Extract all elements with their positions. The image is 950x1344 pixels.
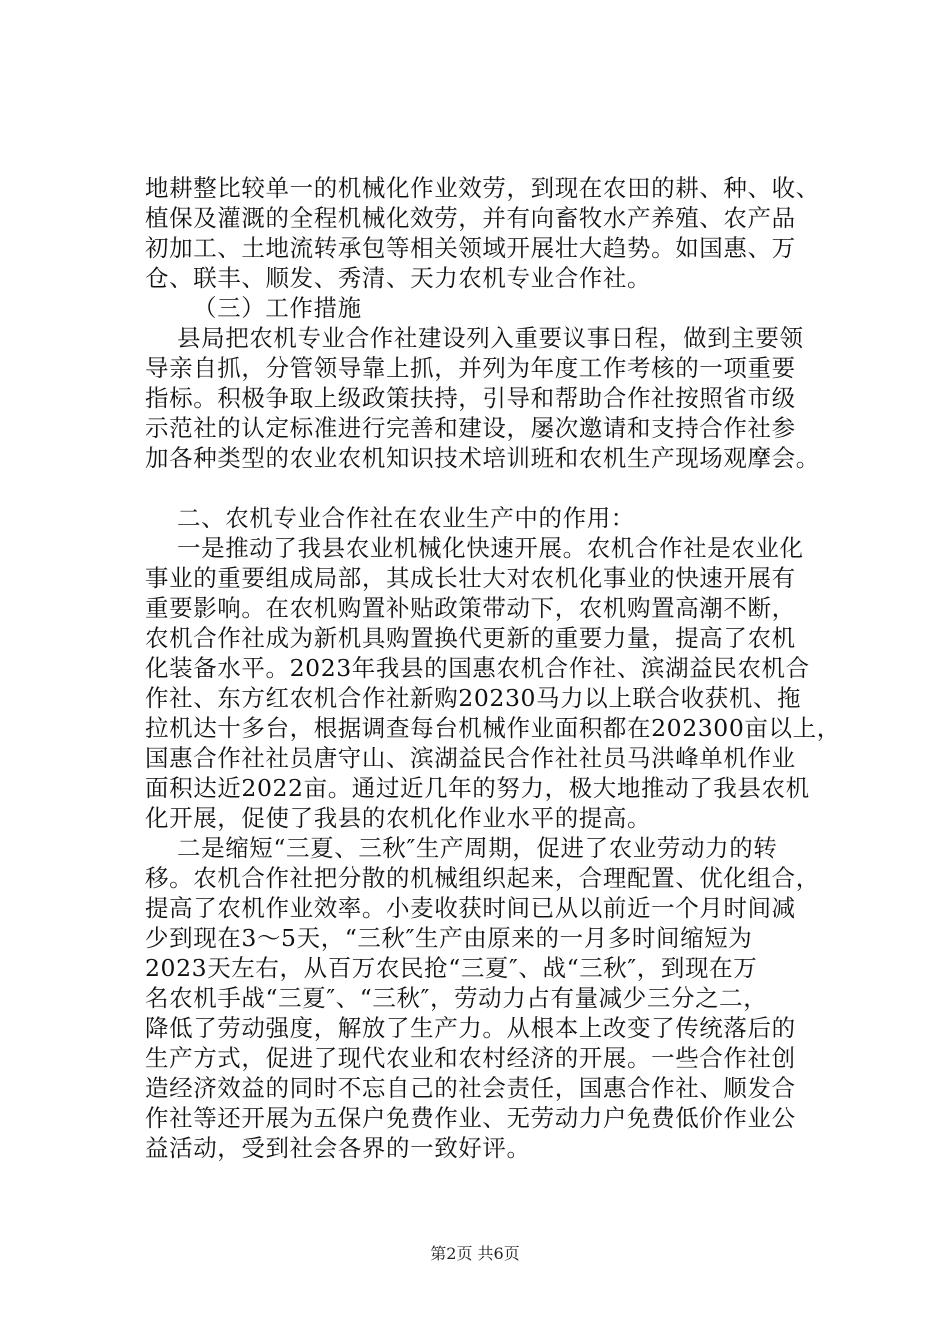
text-line: 仓、联丰、顺发、秀清、天力农机专业合作社。 (145, 264, 652, 292)
paragraph (145, 503, 825, 533)
text-line: 县局把农机专业合作社建设列入重要议事日程，做到主要领 (177, 324, 804, 352)
text-line: 二、农机专业合作社在农业生产中的作用： (177, 504, 635, 532)
paragraph (145, 533, 841, 833)
paragraph (145, 323, 825, 473)
text-line: 地耕整比较单一的机械化作业效劳，到现在农田的耕、种、收、 (145, 174, 820, 202)
text-line: 导亲自抓，分管领导靠上抓，并列为年度工作考核的一项重要 (145, 354, 796, 382)
text-line: 提高了农机作业效率。小麦收获时间已从以前近一个月时间减 (145, 894, 796, 922)
text-line: 初加工、土地流转承包等相关领域开展壮大趋势。如国惠、万 (145, 234, 796, 262)
text-line: 少到现在3～5天，“三秋″生产由原来的一月多时间缩短为 (145, 924, 753, 952)
text-line: 移。农机合作社把分散的机械组织起来，合理配置、优化组合， (145, 864, 820, 892)
text-line: 农机合作社成为新机具购置换代更新的重要力量，提高了农机 (145, 624, 796, 652)
text-line: 生产方式，促进了现代农业和农村经济的开展。一些合作社创 (145, 1044, 796, 1072)
text-line: 二是缩短“三夏、三秋″生产周期，促进了农业劳动力的转 (177, 834, 778, 862)
text-line: 降低了劳动强度，解放了生产力。从根本上改变了传统落后的 (145, 1014, 796, 1042)
text-line: 一是推动了我县农业机械化快速开展。农机合作社是农业化 (177, 534, 804, 562)
text-line: （三）工作措施 (193, 294, 362, 322)
text-line: 拉机达十多台，根据调查每台机械作业面积都在202300亩以上， (145, 714, 841, 742)
text-line: 益活动，受到社会各界的一致好评。 (145, 1134, 531, 1162)
paragraph (145, 833, 825, 1163)
text-line: 作社、东方红农机合作社新购20230马力以上联合收获机、拖 (145, 684, 802, 712)
section-heading (145, 293, 825, 323)
text-line: 面积达近2022亩。通过近几年的努力，极大地推动了我县农机 (145, 774, 810, 802)
text-line: 事业的重要组成局部，其成长壮大对农机化事业的快速开展有 (145, 564, 796, 592)
text-line: 2023天左右，从百万农民抢“三夏″、战“三秋″，到现在万 (145, 954, 758, 982)
text-line: 加各种类型的农业农机知识技术培训班和农机生产现场观摩会。 (145, 444, 820, 472)
text-line: 重要影响。在农机购置补贴政策带动下，农机购置高潮不断， (145, 594, 796, 622)
text-line: 化装备水平。2023年我县的国惠农机合作社、滨湖益民农机合 (145, 654, 810, 682)
text-line: 化开展，促使了我县的农机化作业水平的提高。 (145, 804, 652, 832)
text-line: 指标。积极争取上级政策扶持，引导和帮助合作社按照省市级 (145, 384, 796, 412)
paragraph-gap (145, 473, 825, 503)
document-body (145, 173, 841, 1163)
paragraph (145, 173, 825, 293)
text-line: 国惠合作社社员唐守山、滨湖益民合作社社员马洪峰单机作业 (145, 744, 796, 772)
text-line: 造经济效益的同时不忘自己的社会责任，国惠合作社、顺发合 (145, 1074, 796, 1102)
text-line: 作社等还开展为五保户免费作业、无劳动力户免费低价作业公 (145, 1104, 796, 1132)
text-line: 名农机手战“三夏″、“三秋″，劳动力占有量减少三分之二， (145, 984, 768, 1012)
page-footer: 第2页 共6页 (430, 1244, 520, 1263)
text-line: 植保及灌溉的全程机械化效劳，并有向畜牧水产养殖、农产品 (145, 204, 796, 232)
text-line: 示范社的认定标准进行完善和建设，屡次邀请和支持合作社参 (145, 414, 796, 442)
